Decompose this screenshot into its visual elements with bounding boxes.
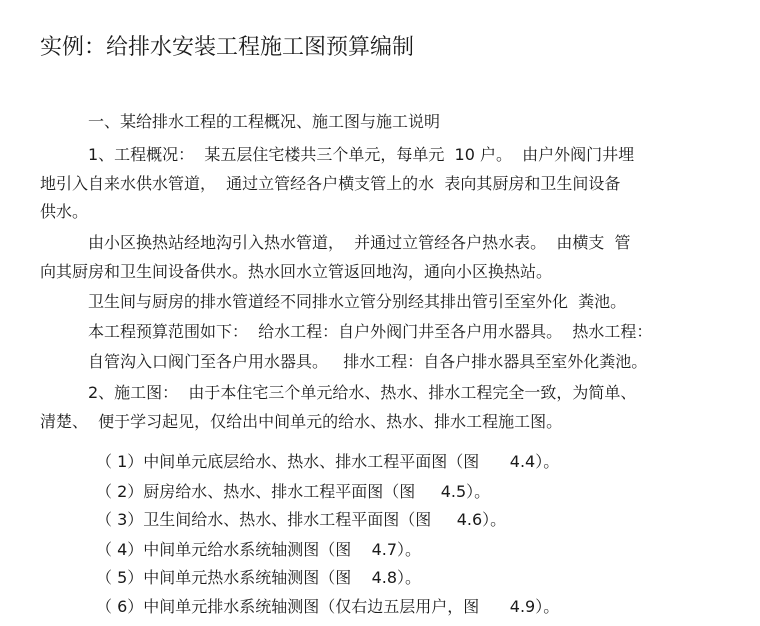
figure-list-item: （ 5）中间单元热水系统轴测图（图 4.8）。 [96,568,422,587]
paragraph-line: 卫生间与厨房的排水管道经不同排水立管分别经其排出管引至室外化 粪池。 [88,292,627,311]
section-heading: 一、某给排水工程的工程概况、施工图与施工说明 [88,112,441,131]
paragraph-line: 1、工程概况： 某五层住宅楼共三个单元，每单元 10 户。 由户外阀门井埋 [88,145,635,164]
paragraph-line: 地引入自来水供水管道， 通过立管经各户横支管上的水 表向其厨房和卫生间设备 [40,174,621,193]
figure-list-item: （ 1）中间单元底层给水、热水、排水工程平面图（图 4.4）。 [96,452,560,471]
paragraph-line: 清楚、 便于学习起见，仅给出中间单元的给水、热水、排水工程施工图。 [40,412,563,431]
paragraph-line: 本工程预算范围如下： 给水工程：自户外阀门井至各户用水器具。 热水工程： [88,322,653,341]
paragraph-line: 2、施工图： 由于本住宅三个单元给水、热水、排水工程完全一致，为简单、 [88,383,637,402]
figure-list-item: （ 6）中间单元排水系统轴测图（仅右边五层用户，图 4.9）。 [96,597,560,616]
figure-list-item: （ 4）中间单元给水系统轴测图（图 4.7）。 [96,540,422,559]
paragraph-line: 向其厨房和卫生间设备供水。热水回水立管返回地沟，通向小区换热站。 [40,262,553,281]
figure-list-item: （ 2）厨房给水、热水、排水工程平面图（图 4.5）。 [96,482,491,501]
figure-list-item: （ 3）卫生间给水、热水、排水工程平面图（图 4.6）。 [96,510,507,529]
paragraph-line: 自管沟入口阀门至各户用水器具。 排水工程：自各户排水器具至室外化粪池。 [88,352,648,371]
document-title: 实例：给排水安装工程施工图预算编制 [40,35,415,60]
paragraph-line: 由小区换热站经地沟引入热水管道， 并通过立管经各户热水表。 由横支 管 [88,233,631,252]
paragraph-line: 供水。 [40,202,89,221]
